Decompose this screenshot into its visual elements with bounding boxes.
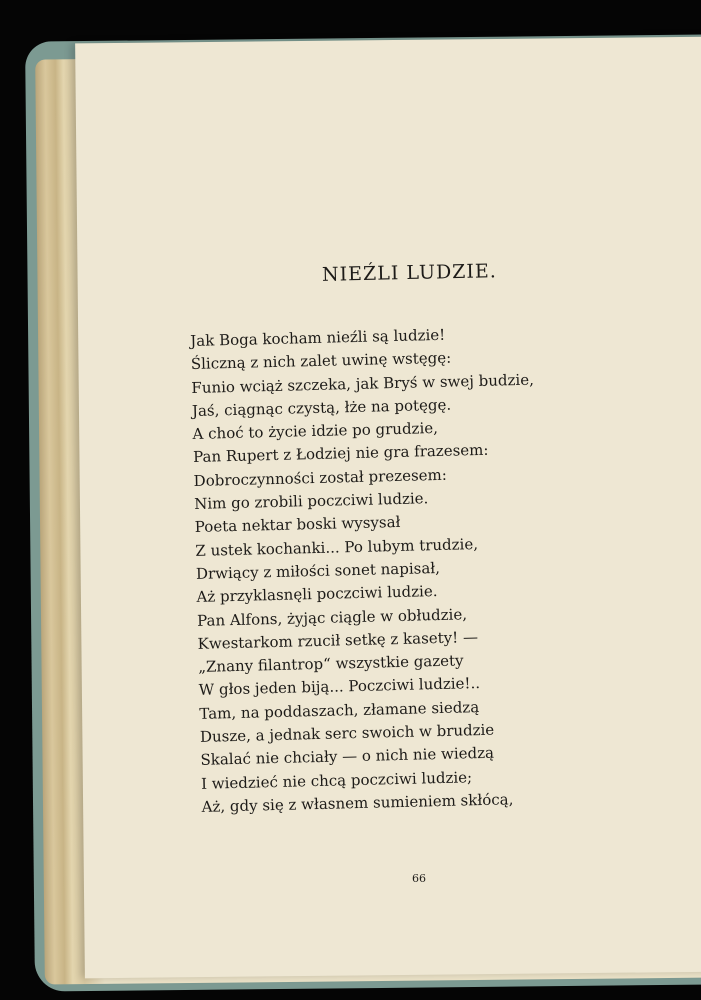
poem-line: W głos jeden biją... Poczciwi ludzie!.. <box>198 674 481 700</box>
poem-line: Tam, na poddaszach, złamane siedzą <box>199 697 480 723</box>
poem-line: Funio wciąż szczeka, jak Bryś w swej budzie, <box>191 370 535 397</box>
poem-line: Pan Alfons, żyjąc ciągle w obłudzie, <box>196 604 468 630</box>
poem-line: I wiedzieć nie chcą poczciwi ludzie; <box>200 767 473 793</box>
poem-line: Drwiący z miłości sonet napisał, <box>195 558 441 583</box>
poem-line: A choć to życie idzie po grudzie, <box>192 419 439 444</box>
poem-body <box>190 320 622 819</box>
poem-line: Skalać nie chciały — o nich nie wiedzą <box>200 744 495 770</box>
poem-line: Aż, gdy się z własnem sumieniem skłócą, <box>201 790 514 816</box>
poem-line: Dobroczynności został prezesem: <box>193 465 448 490</box>
poem-title: NIEŹLI LUDZIE. <box>321 260 498 286</box>
poem-line: „Znany filantrop“ wszystkie gazety <box>198 651 464 677</box>
poem-line: Jaś, ciągnąc czystą, łże na potęgę. <box>191 395 452 420</box>
poem-line: Aż przyklasnęli poczciwi ludzie. <box>196 582 438 607</box>
poem-line: Śliczną z nich zalet uwinę wstęgę: <box>190 348 452 374</box>
poem-line: Nim go zrobili poczciwi ludzie. <box>194 489 429 514</box>
poem-line: Dusze, a jednak serc swoich w brudzie <box>199 720 495 746</box>
poem-line: Jak Boga kocham nieźli są ludzie! <box>190 325 446 350</box>
poem-line: Pan Rupert z Łodziej nie gra frazesem: <box>192 441 489 467</box>
poem-line: Kwestarkom rzucił setkę z kasety! — <box>197 627 479 653</box>
poem-line: Z ustek kochanki... Po lubym trudzie, <box>195 534 479 560</box>
poem-line: Poeta nektar boski wysysał <box>194 513 401 537</box>
page-number: 66 <box>412 872 426 885</box>
